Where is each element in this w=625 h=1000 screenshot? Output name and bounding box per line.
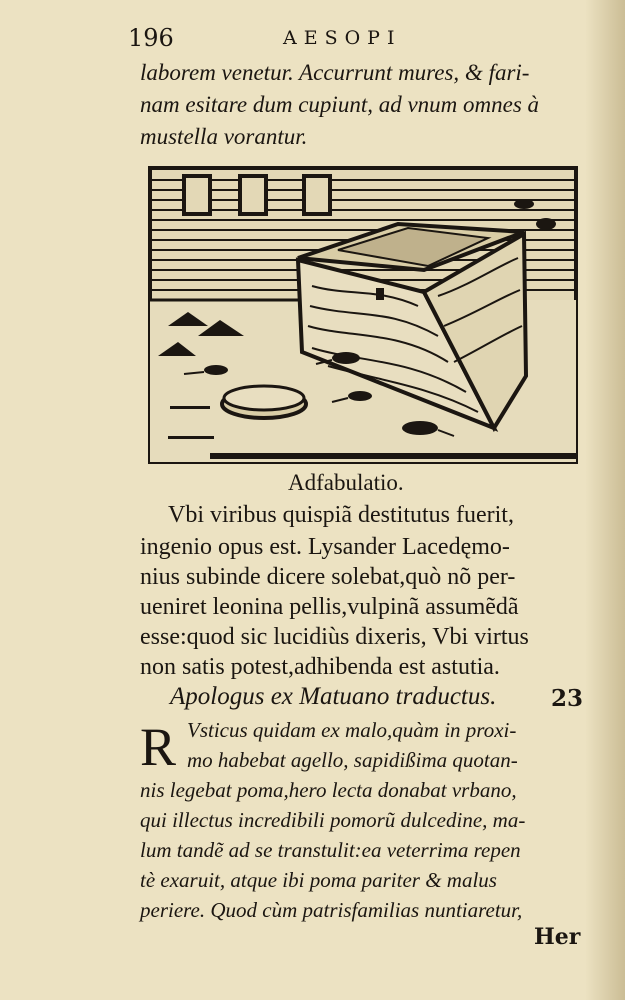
text-line: esse:quod sic lucidiùs dixeris, Vbi virtus (140, 624, 529, 650)
text-line: lum tandẽ ad se transtulit:ea veterrima repen (140, 838, 521, 862)
text-line: Vbi viribus quispiã destitutus fuerit, (168, 502, 514, 528)
fable-heading: Apologus ex Matuano traductus. (170, 683, 497, 710)
text-line: nius subinde dicere solebat,quò nõ per- (140, 564, 516, 590)
text-line: mo habebat agello, sapidißima quotan- (187, 748, 518, 772)
woodcut-illustration (148, 166, 578, 464)
page-edge-shadow (585, 0, 625, 1000)
catchword: Her (534, 924, 581, 950)
page-number: 196 (128, 24, 174, 52)
running-title: AESOPI (283, 27, 402, 49)
text-line: mustella vorantur. (140, 124, 308, 149)
fable-number: 23 (551, 685, 584, 712)
text-line: non satis potest,adhibenda est astutia. (140, 654, 500, 680)
text-line: periere. Quod cùm patrisfamilias nuntiaretur, (140, 898, 523, 922)
text-line: qui illectus incredibili pomorũ dulcedine, ma- (140, 808, 526, 832)
text-line: laborem venetur. Accurrunt mures, & fari- (140, 60, 530, 85)
text-line: Vsticus quidam ex malo,quàm in proxi- (187, 718, 517, 742)
text-line: nis legebat poma,hero lecta donabat vrbano, (140, 778, 517, 802)
text-line: ingenio opus est. Lysander Lacedęmo- (140, 534, 510, 560)
text-line: ueniret leonina pellis,vulpinã assumẽdã (140, 594, 519, 620)
woodcut-caption: Adfabulatio. (288, 470, 404, 495)
text-line: nam esitare dum cupiunt, ad vnum omnes à (140, 92, 540, 117)
text-line: tè exaruit, atque ibi poma pariter & malus (140, 868, 497, 892)
drop-cap: R (140, 717, 177, 777)
